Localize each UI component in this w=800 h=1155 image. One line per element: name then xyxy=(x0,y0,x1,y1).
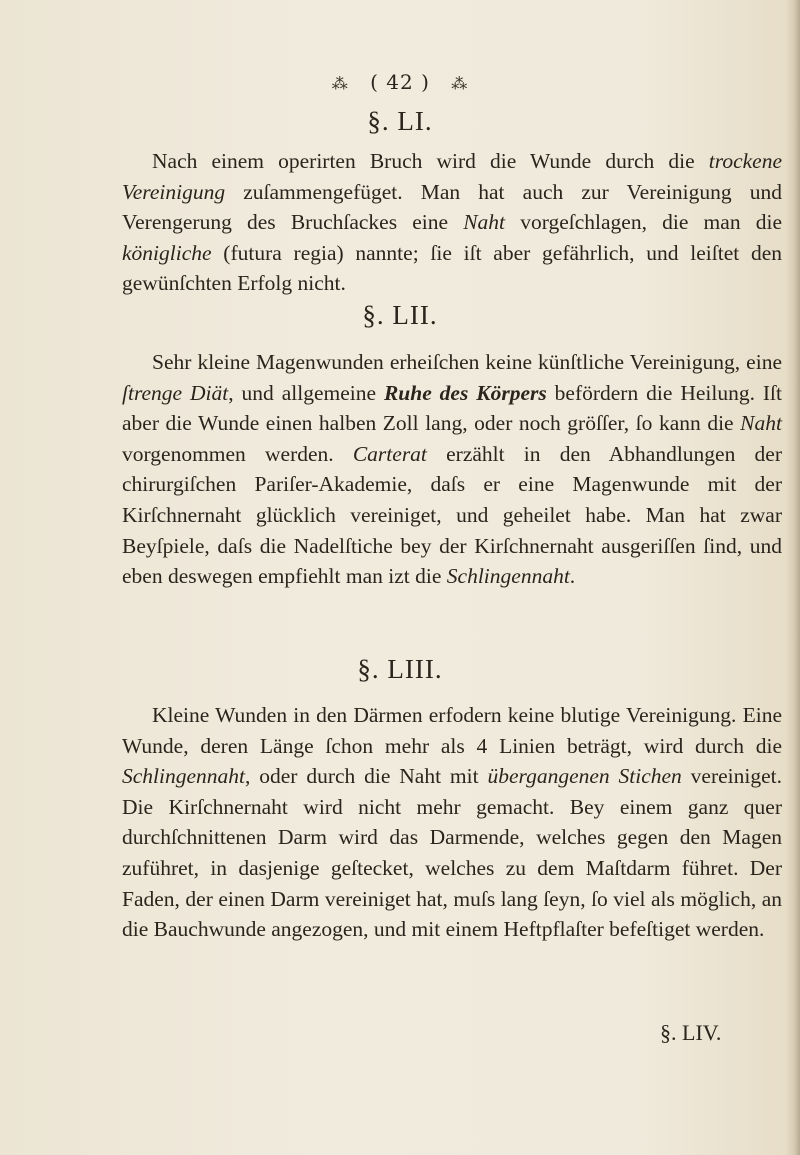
paragraph-53 xyxy=(122,700,782,945)
emphasized-text: Schlingennaht xyxy=(122,764,246,789)
emphasized-text: Schlingennaht xyxy=(446,564,570,589)
emphasized-text: trockene Vereinigung xyxy=(122,149,782,204)
emphasized-text: königliche xyxy=(122,240,212,265)
body-text: Nach einem operirten Bruch wird die Wunde durch die xyxy=(152,149,709,173)
section-title-53: §. LIII. xyxy=(357,654,443,684)
emphasized-text: Ruhe des Körpers xyxy=(383,380,547,405)
paragraph-51 xyxy=(122,146,782,299)
page-edge-shadow xyxy=(786,0,800,1155)
body-text: , oder durch die Naht mit xyxy=(245,764,488,789)
body-text: befördern die Heilung. Iſt aber die Wunde einen halben Zoll lang, oder noch gröſſer, ſo kann die xyxy=(122,380,782,436)
emphasized-text: ſtrenge Diät xyxy=(122,380,229,405)
catchword: §. LIV. xyxy=(660,1020,722,1045)
body-text: vorgeſchlagen, die man die xyxy=(505,210,782,235)
body-text: Kleine Wunden in den Därmen erfodern keine blutige Vereinigung. Eine Wunde, deren Länge ſchon mehr als 4 Linien beträgt, wird durch die xyxy=(122,703,782,758)
section-title-51: §. LI. xyxy=(367,106,433,136)
body-text: vereiniget. Die Kirſchnernaht wird nicht mehr gemacht. Bey einem ganz quer durchſchnittenen Darm wird das Darmende, welches gegen den Magen zuführet, in dasjenige geſtecket, welches zu dem Maſtdarm führet. Der Faden, der einen Darm vereiniget hat, muſs lang ſeyn, ſo viel als möglich, an die Bauchwunde angezogen, und mit einem Heftpflaſter befeſtiget werden. xyxy=(122,764,782,942)
body-text: (futura regia) nannte; ſie iſt aber gefährlich, und leiſtet den gewünſchten Erfolg nicht. xyxy=(122,240,782,296)
emphasized-text: übergangenen Stichen xyxy=(487,764,682,789)
paragraph-52 xyxy=(122,347,782,592)
left-ornament-icon: ⁂ xyxy=(331,74,349,93)
page-header xyxy=(0,70,800,94)
body-text: , und allgemeine xyxy=(228,380,384,405)
page-number: ( 42 ) xyxy=(370,70,430,94)
body-text: erzählt in den Abhandlungen der chirurgiſchen Pariſer-Akademie, daſs er eine Magenwunde mit der Kirſchnernaht glücklich vereiniget, und geheilet habe. Man hat zwar Beyſpiele, daſs die Nadelſtiche bey der Kirſchnernaht ausgeriſſen ſind, und eben deswegen empfiehlt man izt die xyxy=(122,441,782,589)
emphasized-text: Naht xyxy=(740,411,782,436)
body-text: zuſammengefüget. Man hat auch zur Vereinigung und Verengerung des Bruchſackes eine xyxy=(122,179,782,235)
emphasized-text: Carterat xyxy=(352,441,427,466)
body-text: Sehr kleine Magenwunden erheiſchen keine künſtliche Vereinigung, eine xyxy=(152,350,782,374)
section-title-52: §. LII. xyxy=(362,300,438,330)
emphasized-text: Naht xyxy=(463,210,506,235)
right-ornament-icon: ⁂ xyxy=(451,74,469,93)
body-text: vorgenommen werden. xyxy=(122,441,353,466)
body-text: . xyxy=(569,564,576,589)
